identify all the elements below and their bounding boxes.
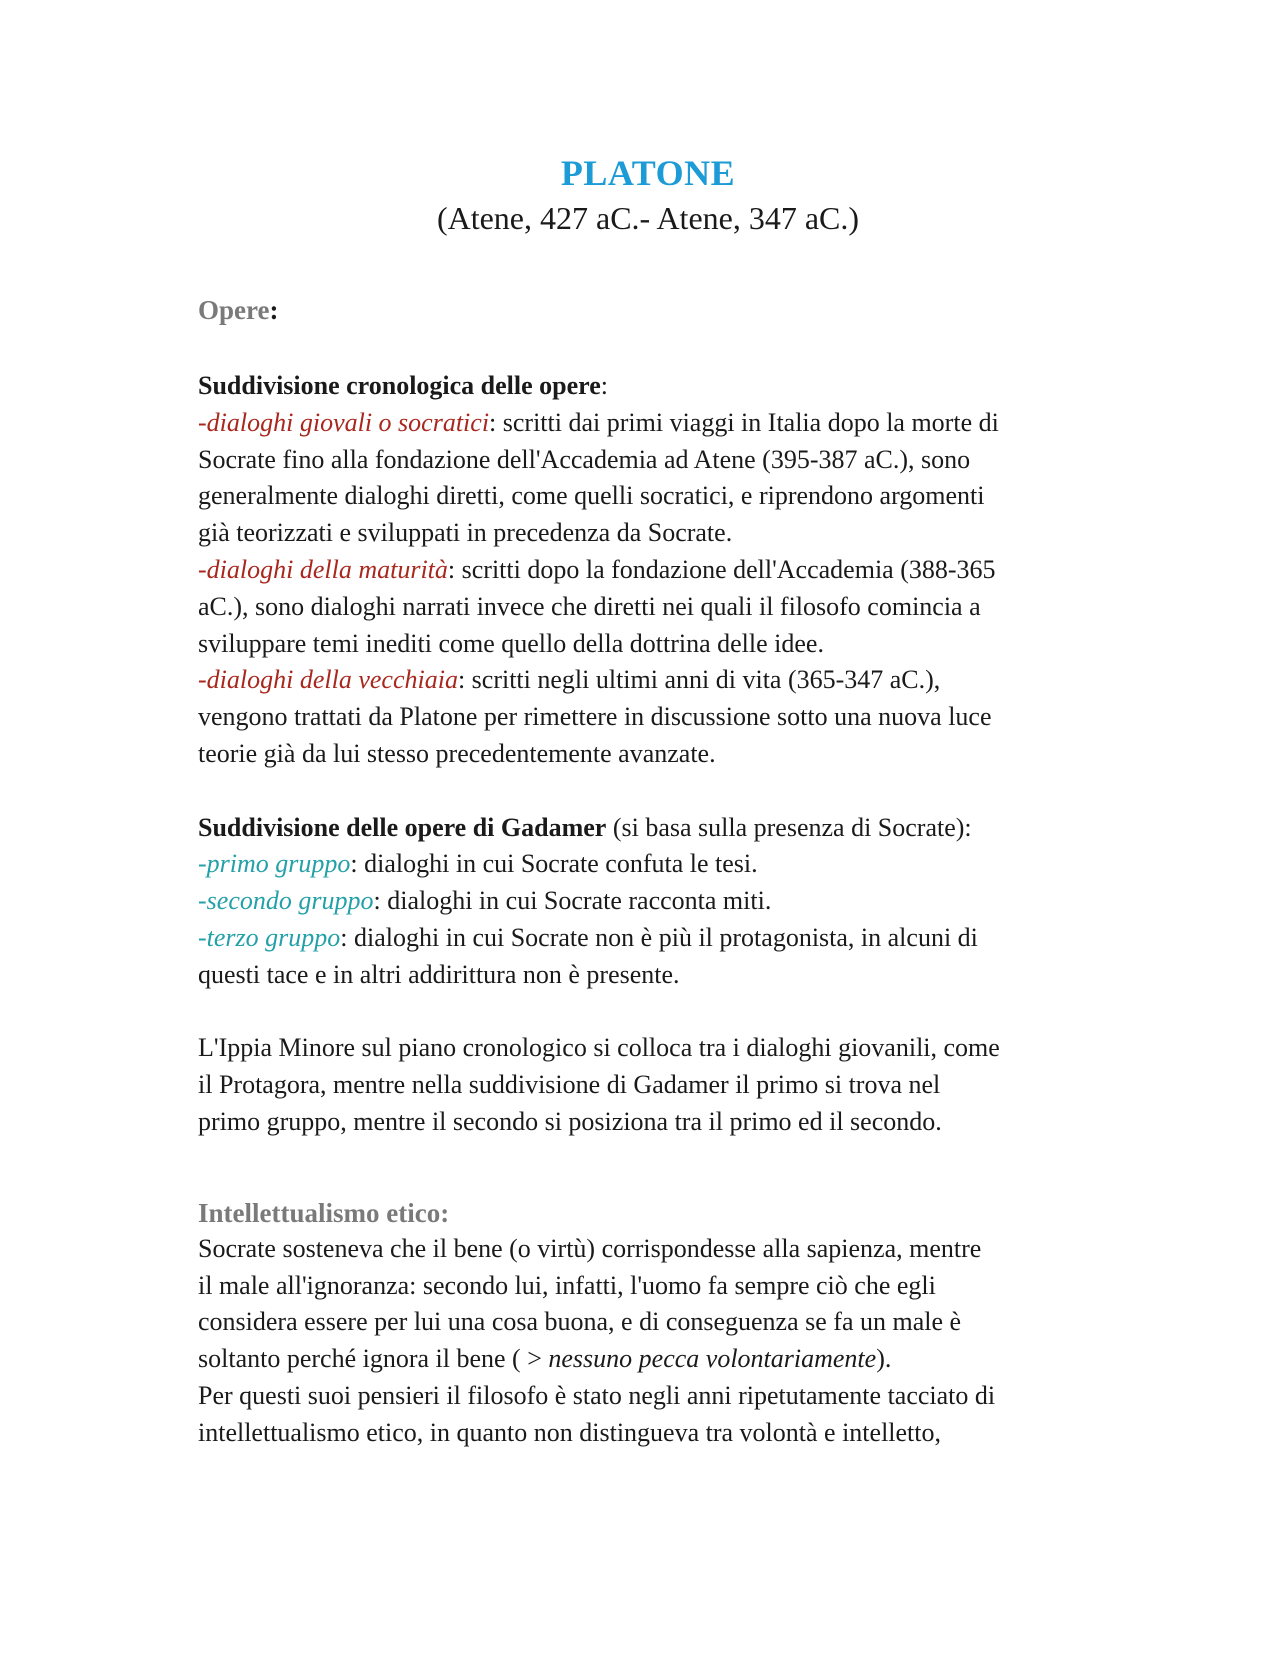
list-item-vecchiaia (198, 662, 1098, 699)
text-line: già teorizzati e sviluppati in precedenza da Socrate. (198, 518, 733, 548)
list-item-text: : scritti dai primi viaggi in Italia dopo la morte di (489, 407, 999, 437)
section-heading-intellettualismo: Intellettualismo etico: (198, 1197, 450, 1228)
list-item-dash: - (198, 922, 207, 952)
text-line: primo gruppo, mentre il secondo si posiziona tra il primo ed il secondo. (198, 1106, 942, 1136)
blank-line (198, 994, 1098, 1031)
gadamer-label-suffix: (si basa sulla presenza di Socrate): (606, 812, 972, 842)
list-item-dash: - (198, 554, 207, 584)
section-heading-opere (198, 292, 1098, 328)
list-item-text: : scritti negli ultimi anni di vita (365-347 aC.), (457, 665, 941, 695)
term-dialoghi-giovanili: dialoghi giovali o socratici (206, 407, 490, 437)
text-prefix: soltanto perché ignora il bene ( > (198, 1344, 549, 1374)
block-cronologica (198, 368, 1098, 773)
list-item-dash: - (198, 849, 207, 879)
gadamer-label-line (198, 810, 1098, 847)
text-line: Per questi suoi pensieri il filosofo è stato negli anni ripetutamente tacciato di (198, 1380, 996, 1410)
list-item-text: : scritti dopo la fondazione dell'Accademia (388-365 (447, 554, 996, 584)
section-heading-opere-text: Opere (198, 295, 270, 325)
list-item-dash: - (198, 886, 207, 916)
text-line: considera essere per lui una cosa buona, e di conseguenza se fa un male è (198, 1307, 962, 1337)
block-gadamer (198, 810, 1098, 994)
text-line: il Protagora, mentre nella suddivisione di Gadamer il primo si trova nel (198, 1070, 941, 1100)
page-subtitle: (Atene, 427 aC.- Atene, 347 aC.) (436, 200, 860, 236)
text-line: il male all'ignoranza: secondo lui, infatti, l'uomo fa sempre ciò che egli (198, 1270, 936, 1300)
term-secondo-gruppo: secondo gruppo (206, 886, 374, 916)
quote-nessuno-pecca: nessuno pecca volontariamente (548, 1344, 877, 1374)
blank-line (198, 773, 1098, 810)
list-item-text: : dialoghi in cui Socrate non è più il protagonista, in alcuni di (340, 922, 978, 952)
text-line: questi tace e in altri addirittura non è presente. (198, 959, 680, 989)
list-item-text: : dialoghi in cui Socrate racconta miti. (373, 886, 772, 916)
list-item-terzo-gruppo (198, 920, 1098, 957)
text-line: generalmente dialoghi diretti, come quelli socratici, e riprendono argomenti (198, 481, 985, 511)
text-line: L'Ippia Minore sul piano cronologico si colloca tra i dialoghi giovanili, come (198, 1033, 1000, 1063)
list-item-text: : dialoghi in cui Socrate confuta le tesi. (350, 849, 758, 879)
list-item-maturita (198, 552, 1098, 589)
term-terzo-gruppo: terzo gruppo (206, 922, 341, 952)
list-item-primo-gruppo (198, 846, 1098, 883)
page-title: PLATONE (560, 153, 736, 193)
gadamer-label: Suddivisione delle opere di Gadamer (198, 812, 607, 842)
term-primo-gruppo: primo gruppo (206, 849, 351, 879)
paragraph-ippia (198, 1030, 1098, 1140)
text-line: sviluppare temi inediti come quello della dottrina delle idee. (198, 628, 824, 658)
cronologica-label-suffix: : (600, 371, 609, 400)
text-line: intellettualismo etico, in quanto non distingueva tra volontà e intelletto, (198, 1417, 942, 1447)
text-suffix: ). (876, 1344, 892, 1374)
list-item-dash: - (198, 407, 207, 437)
section-heading-opere-colon: : (269, 295, 279, 325)
text-line: aC.), sono dialoghi narrati invece che diretti nei quali il filosofo comincia a (198, 591, 981, 621)
term-dialoghi-vecchiaia: dialoghi della vecchiaia (206, 665, 458, 695)
text-line: Socrate sosteneva che il bene (o virtù) corrispondesse alla sapienza, mentre (198, 1233, 982, 1263)
paragraph-intellettualismo (198, 1231, 1098, 1452)
text-line: vengono trattati da Platone per rimettere in discussione sotto una nuova luce (198, 702, 992, 732)
list-item-giovanili (198, 405, 1098, 442)
cronologica-label-line (198, 368, 1098, 405)
list-item-secondo-gruppo (198, 883, 1098, 920)
list-item-dash: - (198, 665, 207, 695)
text-line: teorie già da lui stesso precedentemente avanzate. (198, 738, 716, 768)
term-dialoghi-maturita: dialoghi della maturità (206, 554, 448, 584)
text-line-with-quote (198, 1341, 1098, 1378)
text-line: Socrate fino alla fondazione dell'Accademia ad Atene (395-387 aC.), sono (198, 444, 971, 474)
document-page (198, 150, 1098, 1452)
cronologica-label: Suddivisione cronologica delle opere (198, 371, 601, 400)
